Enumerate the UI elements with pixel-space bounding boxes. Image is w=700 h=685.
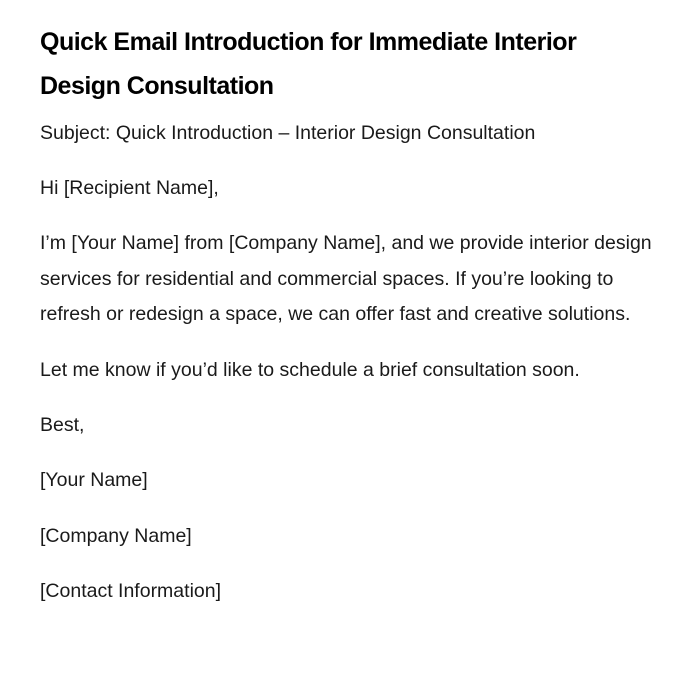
email-greeting: Hi [Recipient Name], bbox=[40, 177, 219, 199]
document-title: Quick Email Introduction for Immediate Interior Design Consultation bbox=[40, 28, 577, 100]
signature-name: [Your Name] bbox=[40, 469, 148, 492]
email-subject: Subject: Quick Introduction – Interior Design Consultation bbox=[40, 122, 536, 144]
email-sign-off: Best, bbox=[40, 414, 85, 437]
signature-contact: [Contact Information] bbox=[40, 580, 222, 603]
email-body-paragraph: I’m [Your Name] from [Company Name], and we provide interior design services for residential and commercial spaces. If you’re looking to refresh or redesign a space, we can offer fast and creative solutions. bbox=[40, 232, 652, 326]
signature-company: [Company Name] bbox=[40, 524, 192, 547]
email-closing-request: Let me know if you’d like to schedule a brief consultation soon. bbox=[40, 358, 580, 381]
